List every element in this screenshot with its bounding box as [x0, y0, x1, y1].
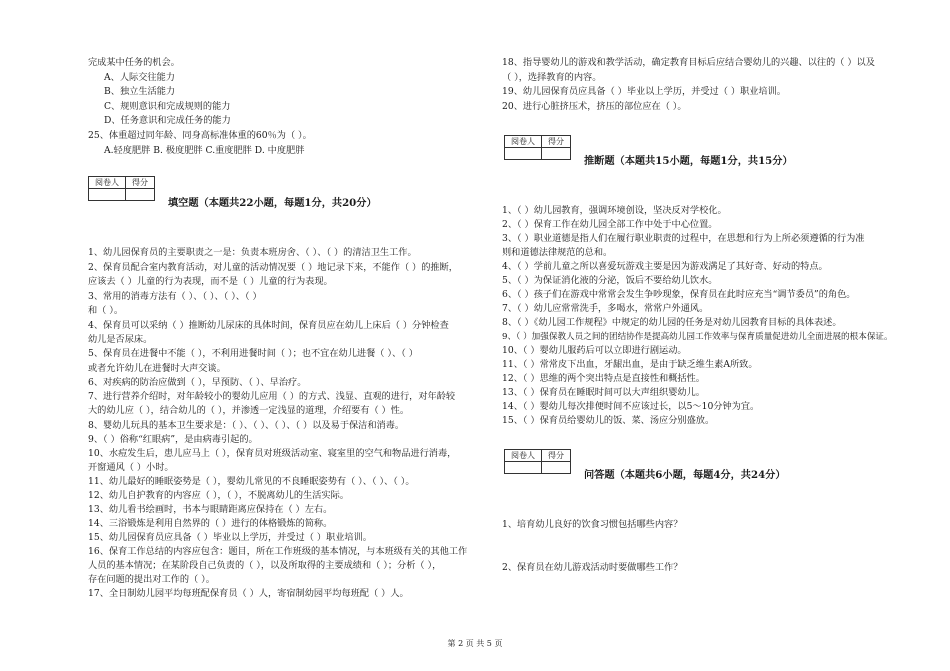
- judge-line: 15、（ ）保育员给婴幼儿的饭、菜、汤应分别盛放。: [502, 415, 715, 426]
- fill-line: 8、婴幼儿玩具的基本卫生要求是：（ ）、（ ）、（ ）、（ ）以及易于保洁和消毒。: [88, 420, 405, 431]
- fill-line: 和（ ）。: [88, 305, 124, 316]
- fill-line: 17、全日制幼儿园平均每班配保育员（ ）人，寄宿制幼园平均每班配（ ）人。: [88, 588, 409, 599]
- fill-line: 18、指导婴幼儿的游戏和教学活动，确定教育目标后应结合婴幼儿的兴趣、以往的（ ）以及: [502, 57, 875, 68]
- judge-line: 8、（ ）《幼儿园工作规程》中规定的幼儿园的任务是对幼儿园教育目标的具体表述。: [502, 317, 842, 328]
- option-b: B、独立生活能力: [104, 86, 176, 97]
- fill-line: 3、常用的消毒方法有（ ）、（ ）、（ ）、（ ）: [88, 291, 262, 302]
- fill-line: 13、幼儿看书绘画时，书本与眼睛距离应保持在（ ）左右。: [88, 504, 333, 515]
- fill-line: 1、幼儿园保育员的主要职责之一是：负责本班房舍、（ ）、（ ）的清洁卫生工作。: [88, 247, 417, 258]
- judge-line: 1、（ ）幼儿园教育，强调环境创设，坚决反对学校化。: [502, 205, 727, 216]
- judge-line: 5、（ ）为保证消化液的分泌，饭后不要给幼儿饮水。: [502, 275, 718, 286]
- qa-question: 2、保育员在幼儿游戏活动时要做哪些工作？: [502, 562, 683, 573]
- score-cell: [542, 148, 571, 160]
- fill-line: 应该去（ ）儿童的行为表现，而不是（ ）儿童的行为表现。: [88, 276, 333, 287]
- fill-section-title: 填空题（本题共22小题，每题1分，共20分）: [168, 197, 377, 209]
- fill-line: 16、保育工作总结的内容应包含：题目，所在工作班级的基本情况，与本班级有关的其他工作: [88, 546, 468, 557]
- judge-line: 14、（ ）婴幼儿每次排便时间不应该过长，以5～10分钟为宜。: [502, 401, 760, 412]
- fill-line: 14、三浴锻炼是利用自然界的（ ）进行的体格锻炼的简称。: [88, 518, 333, 529]
- qa-section-title: 问答题（本题共6小题，每题4分，共24分）: [584, 469, 786, 481]
- fill-line: （ ），选择教育的内容。: [502, 72, 602, 83]
- judge-line: 2、（ ）保育工作在幼儿园全部工作中处于中心位置。: [502, 219, 718, 230]
- qa-question: 1、培育幼儿良好的饮食习惯包括哪些内容？: [502, 519, 683, 530]
- fill-line: 15、幼儿园保育员应具备（ ）毕业以上学历，并受过（ ）职业培训。: [88, 532, 372, 543]
- score-box: [504, 135, 571, 160]
- reviewer-cell: [505, 148, 542, 160]
- text-line: 完成某中任务的机会。: [88, 57, 180, 68]
- fill-line: 人员的基本情况；在某阶段自己负责的（ ），以及所取得的主要成绩和（ ）；分析（ ），: [88, 560, 442, 571]
- judge-line: 7、（ ）幼儿应常常洗手，多喝水，常常户外通风。: [502, 303, 709, 314]
- score-cell: [542, 462, 571, 474]
- judge-line: 12、（ ）思维的两个突出特点是直接性和概括性。: [502, 373, 705, 384]
- reviewer-label: 阅卷人: [89, 177, 126, 189]
- fill-line: 11、幼儿最好的睡眠姿势是（ ），婴幼儿常见的不良睡眠姿势有（ ）、（ ）、（ ）。: [88, 476, 415, 487]
- page-footer: 第 2 页 共 5 页: [447, 639, 503, 648]
- option-c: C、规则意识和完成规则的能力: [104, 101, 231, 112]
- fill-line: 20、进行心脏挤压术，挤压的部位应在（ ）。: [502, 101, 687, 112]
- fill-line: 7、进行营养介绍时，对年龄较小的婴幼儿应用（ ）的方式、浅显、直观的进行，对年龄较: [88, 391, 456, 402]
- fill-line: 4、保育员可以采纳（ ）推断幼儿尿床的具体时间，保育员应在幼儿上床后（ ）分钟检查: [88, 320, 449, 331]
- fill-line: 6、对疾病的防治应做到（ ），早预防、（ ）、早治疗。: [88, 377, 307, 388]
- reviewer-cell: [89, 189, 126, 201]
- judge-line: 9、（ ）加强保教人员之间的团结协作是提高幼儿园工作效率与保育质量促进幼儿全面进展的根本保证。: [502, 332, 893, 342]
- score-label: 得分: [126, 177, 155, 189]
- judge-section-title: 推断题（本题共15小题，每题1分，共15分）: [584, 155, 793, 167]
- score-label: 得分: [542, 450, 571, 462]
- reviewer-cell: [505, 462, 542, 474]
- question-25: 25、体重超过同年龄、同身高标准体重的60％为（ ）。: [88, 130, 312, 141]
- fill-line: 存在问题的提出对工作的（ ）。: [88, 574, 215, 585]
- option-d: D、任务意识和完成任务的能力: [104, 115, 231, 126]
- judge-line: 13、（ ）保育员在睡眠时间可以大声组织婴幼儿。: [502, 387, 705, 398]
- judge-line: 11、（ ）常常皮下出血，牙龈出血，是由于缺乏维生素A所致。: [502, 359, 758, 370]
- fill-line: 19、幼儿园保育员应具备（ ）毕业以上学历，并受过（ ）职业培训。: [502, 86, 786, 97]
- fill-line: 10、水痘发生后，患儿应马上（ ），保育员对班级活动室、寝室里的空气和物品进行消毒，: [88, 448, 457, 459]
- fill-line: 12、幼儿自护教育的内容应（ ），（ ），不脱离幼儿的生活实际。: [88, 490, 349, 501]
- judge-line: 4、（ ）学前儿童之所以喜爱玩游戏主要是因为游戏满足了其好奇、好动的特点。: [502, 261, 828, 272]
- fill-line: 5、保育员在进餐中不能（ ），不利用进餐时间（ ）；也不宜在幼儿进餐（ ）、（ ）: [88, 348, 418, 359]
- judge-line: 3、（ ）职业道德是指人们在履行职业职责的过程中，在思想和行为上所必须遵循的行为准: [502, 233, 865, 244]
- score-label: 得分: [542, 136, 571, 148]
- fill-line: 开窗通风（ ）小时。: [88, 462, 174, 473]
- question-25-options: A.轻度肥胖 B. 极度肥胖 C.重度肥胖 D. 中度肥胖: [104, 145, 305, 156]
- score-cell: [126, 189, 155, 201]
- fill-line: 大的幼儿应（ ），结合幼儿的（ ），并渗透一定浅显的道理，介绍要有（ ）性。: [88, 405, 410, 416]
- option-a: A、人际交往能力: [104, 72, 175, 83]
- fill-line: 幼儿是否尿床。: [88, 334, 153, 345]
- reviewer-label: 阅卷人: [505, 136, 542, 148]
- judge-line: 6、（ ）孩子们在游戏中常常会发生争吵现象，保育员在此时应充当“调节委员”的角色。: [502, 289, 856, 300]
- reviewer-label: 阅卷人: [505, 450, 542, 462]
- fill-line: 2、保育员配合室内教育活动，对儿童的活动情况要（ ）地记录下来，不能作（ ）的推断，: [88, 262, 458, 273]
- judge-line: 10、（ ）婴幼儿服药后可以立即进行剧运动。: [502, 345, 687, 356]
- score-box: [88, 176, 155, 201]
- judge-line: 则和道德法律规范的总和。: [502, 247, 613, 258]
- fill-line: 9、（ ）俗称“红眼病”，是由病毒引起的。: [88, 434, 258, 445]
- fill-line: 或者允许幼儿在进餐时大声交谈。: [88, 363, 226, 374]
- score-box: [504, 449, 571, 474]
